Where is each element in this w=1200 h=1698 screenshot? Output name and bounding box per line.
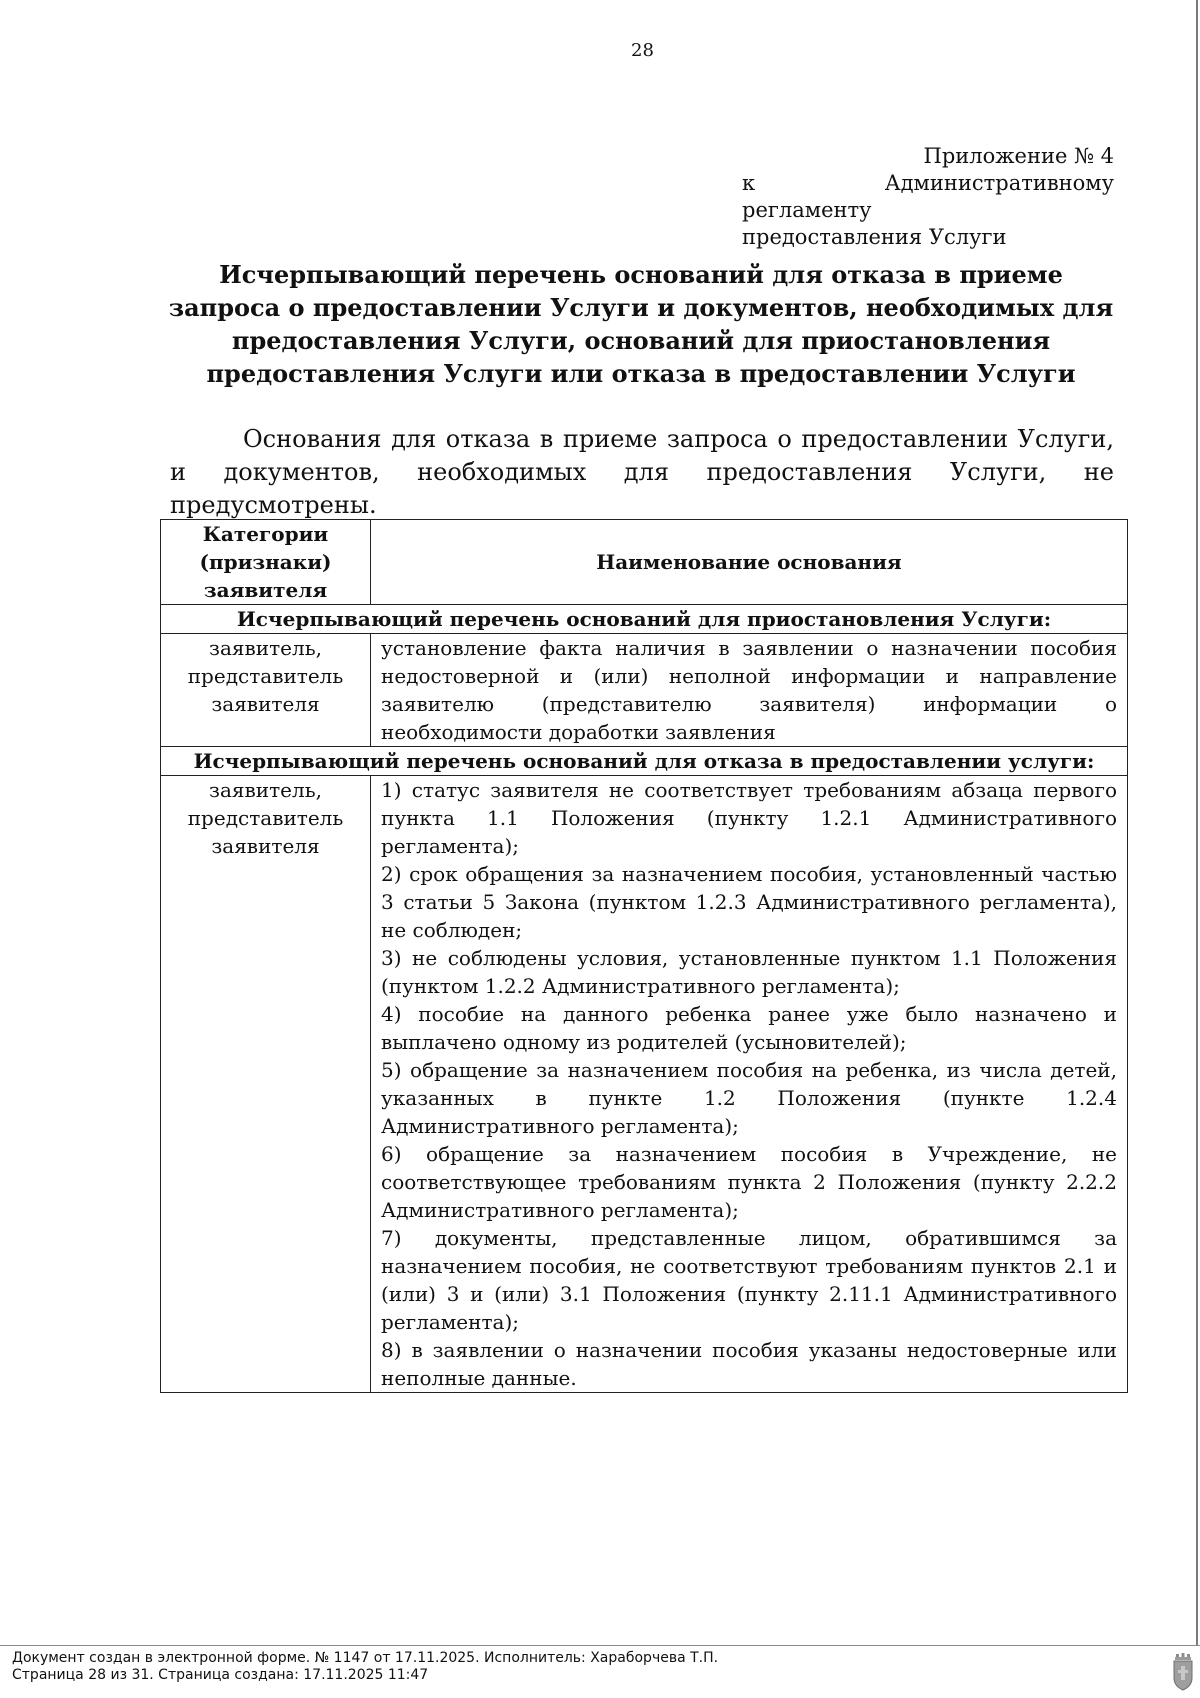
- page-number: 28: [631, 40, 654, 61]
- section-row-suspension: [161, 605, 1128, 634]
- footer-divider: [0, 1645, 1200, 1646]
- table-row: [161, 776, 1128, 1393]
- list-item: 8) в заявлении о назначении пособия указаны недостоверные или неполные данные.: [381, 1338, 1117, 1390]
- refusal-grounds-list: [371, 776, 1128, 1393]
- appendix-block: [742, 143, 1114, 251]
- footer-document-info: Документ создан в электронной форме. № 1147 от 17.11.2025. Исполнитель: Хараборчева Т.П.: [12, 1650, 719, 1666]
- list-item: 7) документы, представленные лицом, обратившимся за назначением пособия, не соответствуют требованиям пунктов 2.1 и (или) 3 и (или) 3.1 Положения (пункту 2.11.1 Административного регламента);: [381, 1226, 1117, 1334]
- list-item: 6) обращение за назначением пособия в Учреждение, не соответствующее требованиям пункта 2 Положения (пункту 2.2.2 Административного регламента);: [381, 1142, 1117, 1222]
- intro-paragraph: Основания для отказа в приеме запроса о предоставлении Услуги, и документов, необходимых для предоставления Услуги, не предусмотрены.: [170, 425, 1114, 519]
- list-item: 5) обращение за назначением пособия на ребенка, из числа детей, указанных в пункте 1.2 Положения (пункте 1.2.4 Административного регламента);: [381, 1058, 1117, 1138]
- document-title: Исчерпывающий перечень оснований для отказа в приеме запроса о предоставлении Услуги и документов, необходимых для предоставления Услуги, оснований для приостановления предоставления Услуги или отказа в предоставлении Услуги: [168, 260, 1114, 388]
- footer-page-info: Страница 28 из 31. Страница создана: 17.11.2025 11:47: [12, 1667, 429, 1683]
- section-title-refusal: Исчерпывающий перечень оснований для отказа в предоставлении услуги:: [161, 747, 1128, 776]
- grounds-table: [160, 519, 1128, 1393]
- suspension-ground: установление факта наличия в заявлении о назначении пособия недостоверной и (или) неполной информации и направление заявителю (представителю заявителя) информации о необходимости доработки заявления: [371, 634, 1128, 747]
- list-item: 3) не соблюдены условия, установленные пунктом 1.1 Положения (пунктом 1.2.2 Административного регламента);: [381, 946, 1117, 998]
- section-title-suspension: Исчерпывающий перечень оснований для приостановления Услуги:: [161, 605, 1128, 634]
- page-edge-rule: [1196, 0, 1198, 1645]
- footer: [12, 1650, 718, 1684]
- appendix-subject: предоставления Услуги: [742, 225, 1007, 249]
- list-item: 2) срок обращения за назначением пособия, установленный частью 3 статьи 5 Закона (пунктом 1.2.3 Административного регламента), не соблюден;: [381, 862, 1117, 942]
- list-item: 1) статус заявителя не соответствует требованиям абзаца первого пункта 1.1 Положения (пункту 1.2.1 Административного регламента);: [381, 778, 1117, 858]
- table-header-row: [161, 520, 1128, 605]
- appendix-reference: к Административному регламенту: [742, 171, 1114, 222]
- coat-of-arms-icon: [1172, 1652, 1194, 1692]
- category-cell: заявитель, представитель заявителя: [161, 776, 371, 1393]
- category-cell: заявитель, представитель заявителя: [161, 634, 371, 747]
- header-name: Наименование основания: [371, 520, 1128, 605]
- list-item: 4) пособие на данного ребенка ранее уже было назначено и выплачено одному из родителей (усыновителей);: [381, 1002, 1117, 1054]
- table-row: [161, 634, 1128, 747]
- header-category: Категории (признаки) заявителя: [161, 520, 371, 605]
- section-row-refusal: [161, 747, 1128, 776]
- appendix-number: Приложение № 4: [923, 144, 1114, 168]
